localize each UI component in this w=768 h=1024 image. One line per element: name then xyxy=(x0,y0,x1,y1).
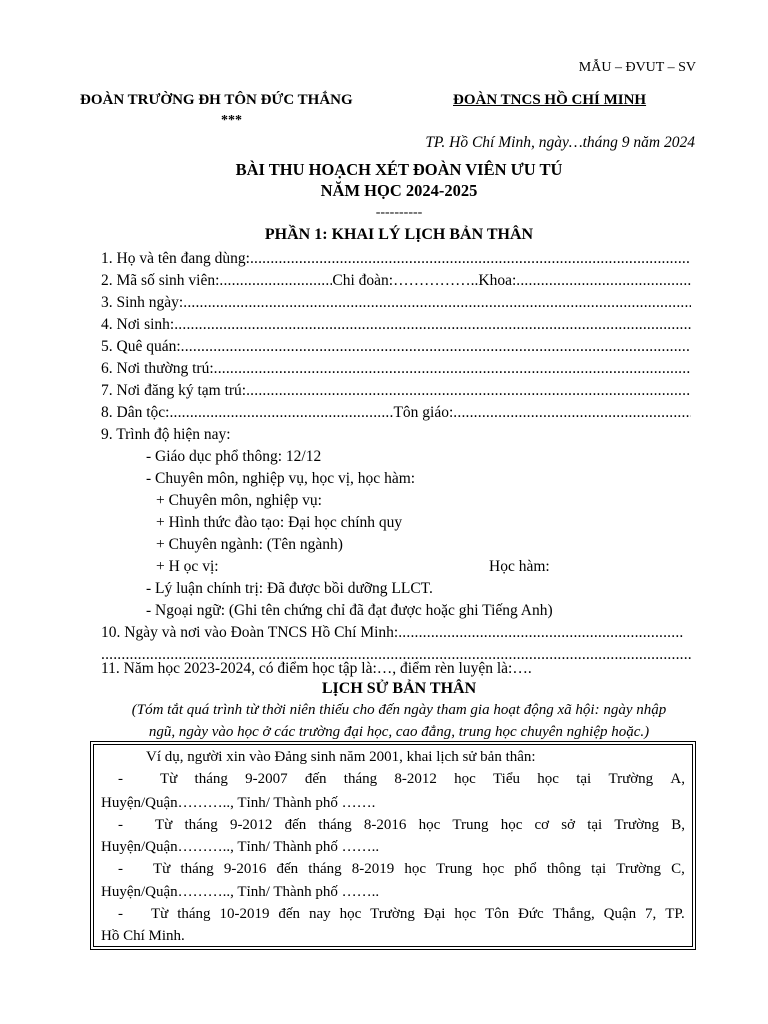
biography-heading: LỊCH SỬ BẢN THÂN xyxy=(321,680,477,697)
example-word: tháng xyxy=(308,861,342,877)
example-word: phổ xyxy=(514,861,537,877)
fill-dots xyxy=(183,294,691,312)
example-word: Từ xyxy=(160,771,178,787)
example-word: học xyxy=(482,861,505,877)
example-item-2-line2: Huyện/Quận……….., Tỉnh/ Thành phố …….. xyxy=(101,839,380,855)
example-word: Trung xyxy=(436,861,473,877)
fill-dots xyxy=(169,404,393,422)
example-item-1-line2: Huyện/Quận……….., Tỉnh/ Thành phố ……. xyxy=(101,795,376,811)
example-intro: Ví dụ, người xin vào Đảng sinh năm 2001, khai lịch sử bản thân: xyxy=(146,749,536,765)
example-word: đến xyxy=(304,771,327,787)
example-word: Tôn xyxy=(484,906,510,922)
example-word: A, xyxy=(670,771,685,787)
field-label: 1. Họ và tên đang dùng: xyxy=(101,250,250,267)
example-dash: - xyxy=(118,817,123,833)
fill-dots xyxy=(250,250,691,268)
place-date: TP. Hồ Chí Minh, ngày…tháng 9 năm 2024 xyxy=(425,134,695,151)
example-word: Quận xyxy=(603,906,637,922)
fill-dots xyxy=(214,360,691,378)
biography-note-line2: ngũ, ngày vào học ở các trường đại học, cao đẳng, trung học chuyên nghiệp hoặc.) xyxy=(148,724,650,740)
example-item-3-line2: Huyện/Quận……….., Tỉnh/ Thành phố …….. xyxy=(101,884,380,900)
example-word: tại xyxy=(576,771,592,787)
org-left: ĐOÀN TRƯỜNG ĐH TÔN ĐỨC THẮNG xyxy=(80,92,353,108)
example-word: thông xyxy=(546,861,582,877)
example-word: Từ xyxy=(155,817,173,833)
example-word: học xyxy=(404,861,427,877)
example-item-3 xyxy=(153,861,685,878)
example-word: sở xyxy=(561,817,576,833)
example-word: tại xyxy=(587,817,603,833)
field-label: 8. Dân tộc: xyxy=(101,404,170,421)
fill-dots xyxy=(181,338,691,356)
example-dash: - xyxy=(118,771,123,787)
example-dash: - xyxy=(118,861,123,877)
field-birth-date xyxy=(101,294,691,312)
example-word: Đại xyxy=(423,906,446,922)
example-word: 9-2016 xyxy=(223,861,267,877)
education-general: - Giáo dục phổ thông: 12/12 xyxy=(146,448,322,465)
fill-dots xyxy=(398,624,683,642)
field-label: 5. Quê quán: xyxy=(101,338,181,355)
example-word: học xyxy=(418,817,441,833)
education-major: + Chuyên ngành: (Tên ngành) xyxy=(156,536,343,553)
example-word: nay xyxy=(308,906,331,922)
fill-dots xyxy=(516,272,691,290)
example-word: Trường xyxy=(614,817,660,833)
example-word: học xyxy=(537,771,559,787)
example-word: 9-2012 xyxy=(229,817,273,833)
field-birth-place xyxy=(101,316,691,334)
example-word: học xyxy=(454,771,476,787)
example-word: 9-2007 xyxy=(245,771,288,787)
example-word: C, xyxy=(671,861,685,877)
example-word: TP. xyxy=(665,906,685,922)
example-word: đến xyxy=(278,906,301,922)
title-separator: ---------- xyxy=(375,205,423,220)
fill-dots xyxy=(246,382,691,400)
example-item-1 xyxy=(160,771,685,788)
doc-title: BÀI THU HOẠCH XÉT ĐOÀN VIÊN ƯU TÚ xyxy=(235,160,563,179)
education-professional: - Chuyên môn, nghiệp vụ, học vị, học hàm: xyxy=(146,470,416,487)
example-word: Trung xyxy=(452,817,489,833)
example-word: đến xyxy=(284,817,307,833)
example-word: học xyxy=(500,817,523,833)
field-ethnicity-religion xyxy=(101,404,691,422)
example-word: 8-2016 xyxy=(363,817,407,833)
example-word: học xyxy=(339,906,362,922)
fill-dots xyxy=(453,404,691,422)
field-label: 4. Nơi sinh: xyxy=(101,316,175,333)
example-word: tháng xyxy=(177,906,211,922)
example-word: học xyxy=(454,906,477,922)
field-label-religion: Tôn giáo: xyxy=(393,404,454,421)
field-label: 10. Ngày và nơi vào Đoàn TNCS Hồ Chí Minh: xyxy=(101,624,399,641)
example-word: đến xyxy=(276,861,299,877)
field-full-name xyxy=(101,250,691,268)
example-word: Đức xyxy=(518,906,544,922)
field-hometown xyxy=(101,338,691,356)
form-code: MẪU – ĐVUT – SV xyxy=(578,60,696,75)
field-student-id xyxy=(101,272,691,290)
example-word: tháng xyxy=(318,817,352,833)
example-word: Từ xyxy=(153,861,171,877)
example-word: Thắng, xyxy=(552,906,595,922)
example-word: Trường xyxy=(370,906,415,922)
example-word: Từ xyxy=(151,906,169,922)
education-specialty: + Chuyên môn, nghiệp vụ: xyxy=(156,492,322,509)
example-word: 10-2019 xyxy=(219,906,270,922)
field-label: 2. Mã số sinh viên: xyxy=(101,272,220,289)
example-word: 7, xyxy=(645,906,657,922)
education-foreign-language: - Ngoại ngữ: (Ghi tên chứng chỉ đã đạt được hoặc ghi Tiếng Anh) xyxy=(146,602,553,619)
example-item-2 xyxy=(155,817,685,834)
example-word: tháng xyxy=(184,817,218,833)
example-word: tháng xyxy=(194,771,228,787)
field-temporary-address xyxy=(101,382,691,400)
field-label: 6. Nơi thường trú: xyxy=(101,360,214,377)
part1-heading: PHẦN 1: KHAI LÝ LỊCH BẢN THÂN xyxy=(264,226,534,243)
fill-dots xyxy=(174,316,691,334)
field-grades: 11. Năm học 2023-2024, có điểm học tập là:…, điểm rèn luyện là:…. xyxy=(101,660,532,677)
education-political-theory: - Lý luận chính trị: Đã được bồi dưỡng LLCT. xyxy=(146,580,433,597)
field-label: 7. Nơi đăng ký tạm trú: xyxy=(101,382,247,399)
field-label-faculty: Khoa: xyxy=(478,272,517,289)
example-word: 8-2019 xyxy=(351,861,395,877)
example-word: tại xyxy=(591,861,607,877)
org-right: ĐOÀN TNCS HỒ CHÍ MINH xyxy=(453,92,647,108)
education-academic-title: Học hàm: xyxy=(489,558,550,575)
field-label-branch: Chi đoàn:…………….. xyxy=(332,272,479,289)
example-word: 8-2012 xyxy=(394,771,437,787)
fill-dots xyxy=(219,272,332,290)
example-word: Tiểu xyxy=(493,771,521,787)
example-item-4-line2: Hồ Chí Minh. xyxy=(101,928,185,944)
field-union-join xyxy=(101,624,683,642)
example-item-4 xyxy=(151,906,685,923)
field-education-level: 9. Trình độ hiện nay: xyxy=(101,426,231,443)
education-degree: + H ọc vị: xyxy=(156,558,219,575)
example-word: tháng xyxy=(180,861,214,877)
example-word: tháng xyxy=(343,771,378,787)
example-dash: - xyxy=(118,906,123,922)
example-word: cơ xyxy=(534,817,550,833)
example-word: Trường xyxy=(616,861,661,877)
doc-subtitle: NĂM HỌC 2024-2025 xyxy=(320,181,478,200)
education-training-mode: + Hình thức đào tạo: Đại học chính quy xyxy=(156,514,403,531)
field-permanent-address xyxy=(101,360,691,378)
biography-note-line1: (Tóm tắt quá trình từ thời niên thiếu cho đến ngày tham gia hoạt động xã hội: ngày nhập xyxy=(131,702,667,718)
example-word: B, xyxy=(671,817,685,833)
stars: *** xyxy=(221,113,242,128)
example-word: Trường xyxy=(608,771,654,787)
field-label: 3. Sinh ngày: xyxy=(101,294,184,311)
